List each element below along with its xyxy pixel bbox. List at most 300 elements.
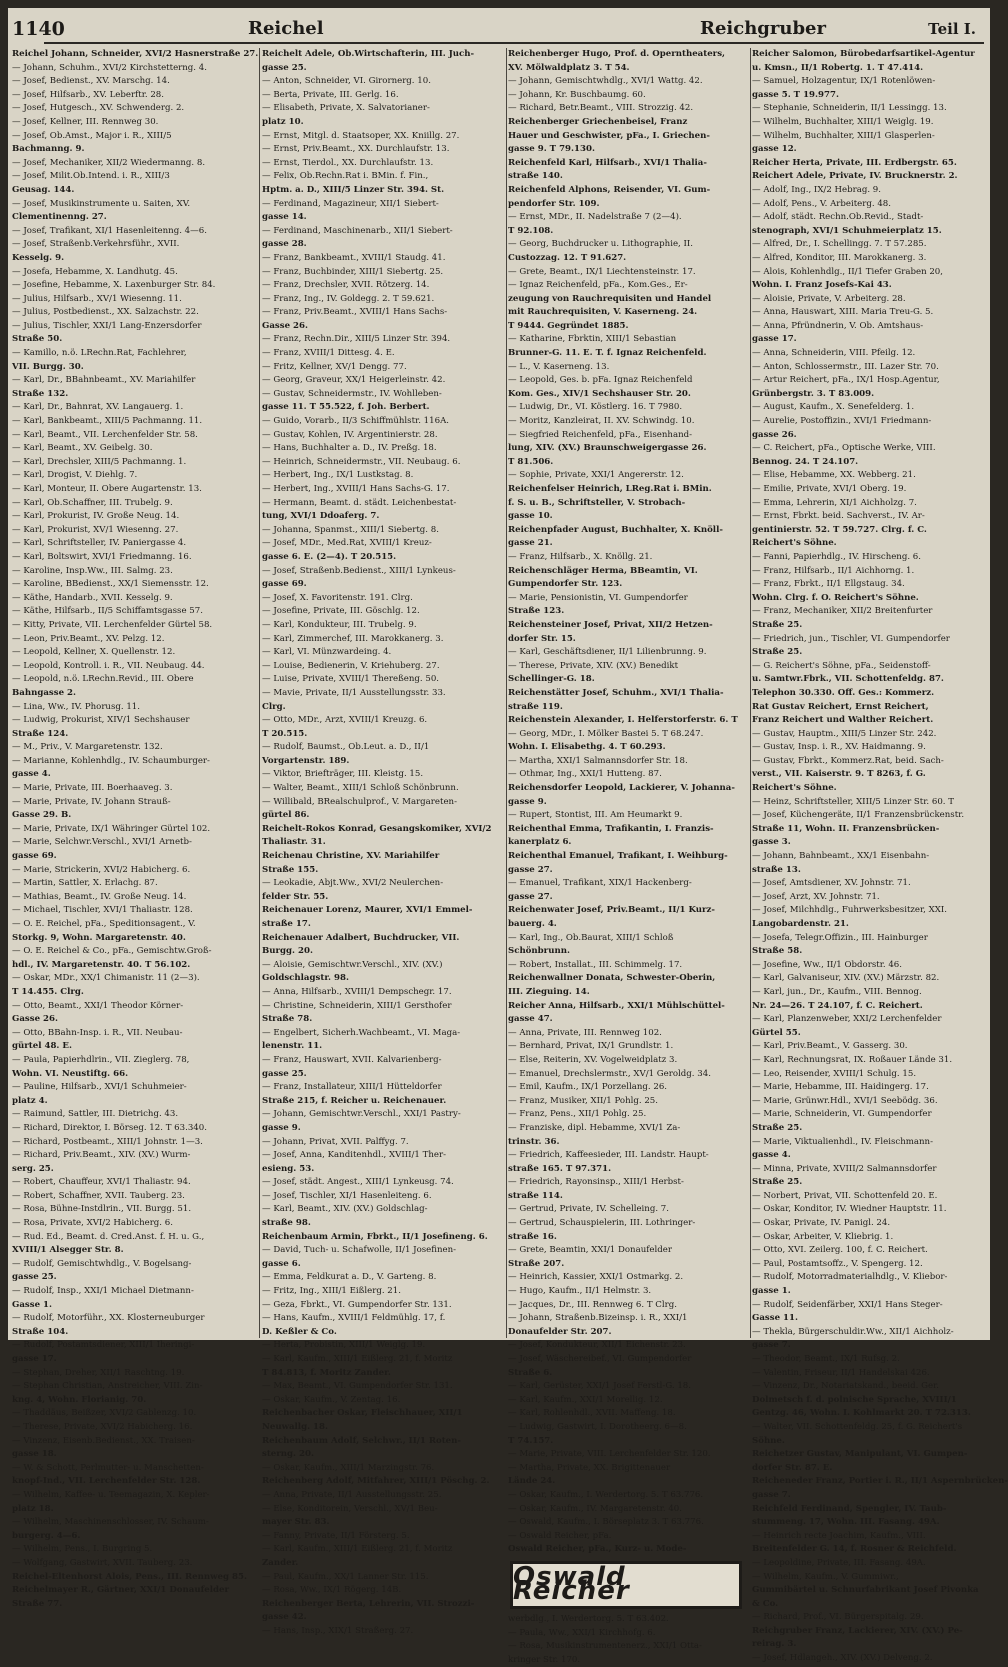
page-number: 1140 [12, 18, 65, 40]
directory-entry-line: esieng. 53. [262, 1163, 315, 1174]
directory-entry-line: — Anna, Schneiderin, VIII. Pfeilg. 12. [752, 348, 916, 359]
directory-entry-line: hdl., IV. Margaretenstr. 40. T 56.102. [12, 959, 191, 970]
directory-entry-line: — Therese, Private, XIV. (XV.) Benedikt [508, 660, 679, 671]
directory-entry-line: — Josef, Milit.Ob.Intend. i. R., XIII/3 [12, 171, 170, 182]
directory-entry-line: Straße 25. [752, 1122, 803, 1133]
directory-entry-line: Kesselg. 9. [12, 252, 65, 263]
directory-entry-line: — Wilhelm, Kaffee- u. Teemagazin, X. Kepler- [12, 1489, 210, 1500]
directory-entry-line: Reichenthal Emma, Trafikantin, I. Franzis- [508, 823, 714, 834]
directory-entry-line: — Jacques, Dr., III. Rennweg 6. T Clrg. [508, 1299, 677, 1310]
directory-entry-line: mit Rauchrequisiten, V. Kaserneng. 24. [508, 307, 698, 318]
directory-entry-line: Reichenbaum Adolf, Selchwr., II/1 Roten- [262, 1435, 461, 1446]
column-divider [259, 48, 260, 1338]
directory-entry-line: — Otto, Beamt., XXI/1 Theodor Körner- [12, 1000, 184, 1011]
directory-entry-line: — Rosa, Private, XVI/2 Habicherg. 6. [12, 1218, 173, 1229]
directory-entry-line: — Karl, Kaufm., XXI/1 Morellig. 12. [508, 1394, 663, 1405]
directory-entry-line: — Viktor, Briefträger, III. Kleistg. 15. [262, 769, 424, 780]
directory-entry-line: — Josef, Ob.Amst., Major i. R., XIII/5 [12, 130, 172, 141]
directory-entry-line: — Johann, Privat, XVII. Palffyg. 7. [262, 1136, 409, 1147]
directory-entry-line: — Josef, Hutgesch., XV. Schwenderg. 2. [12, 103, 185, 114]
directory-entry-line: — Josefine, Private, III. Göschlg. 12. [262, 606, 420, 617]
directory-entry-line: Straße 58. [752, 946, 803, 957]
directory-entry-line: Straße 78. [262, 1014, 313, 1025]
directory-entry-line: — Anton, Schlossermstr., III. Lazer Str. 70. [752, 361, 939, 372]
directory-entry-line: — Josef, Amtsdiener, XV. Johnstr. 71. [752, 878, 911, 889]
directory-entry-line: Bachmanng. 9. [12, 144, 85, 155]
directory-entry-line: — Bernhard, Privat, IX/1 Grundlstr. 1. [508, 1041, 674, 1052]
directory-entry-line: Zander. [262, 1557, 299, 1568]
directory-entry-line: Straße 155. [262, 864, 319, 875]
directory-entry-line: Reichelmayer R., Gärtner, XXI/1 Donaufelder [12, 1585, 230, 1596]
directory-entry-line: Geusag. 144. [12, 184, 75, 195]
directory-entry-line: — Willibald, BRealschulprof., V. Margareten- [262, 796, 457, 807]
directory-entry-line: tung, XVI/1 Ddoaferg. 7. [262, 511, 380, 522]
directory-entry-line: — Otto, BBahn-Insp. i. R., VII. Neubau- [12, 1027, 183, 1038]
directory-entry-line: — Engelbert, Sicherh.Wachbeamt., VI. Maga- [262, 1027, 461, 1038]
directory-entry-line: Thaliastr. 31. [262, 837, 326, 848]
directory-entry-line: Reichenberger Berta, Lehrerin, VII. Strozzi- [262, 1598, 475, 1609]
directory-entry-line: — Kamillo, n.ö. LRechn.Rat, Fachlehrer, [12, 348, 187, 359]
left-running-head: Reichel [248, 18, 324, 39]
directory-entry-line: Reicheneder Franz, Portier i. R., II/1 Aspernbrücken- [752, 1476, 1008, 1487]
directory-entry-line: Reichfeld Ferdinand, Spengler, IV. Taub- [752, 1503, 947, 1514]
directory-entry-line: — Karl, Kaufm., XIII/1 Eißlerg. 21, f. Moritz [262, 1544, 453, 1555]
directory-entry-line: platz 18. [12, 1503, 54, 1514]
directory-entry-line: — Leopold, Kellner, X. Quellenstr. 12. [12, 647, 176, 658]
directory-entry-line: — Oskar, Kaufm., IV. Margaretenstr. 40. [508, 1503, 682, 1514]
directory-entry-line: — Vinzenz, Dr., Notariatskand., beeid. Ger. [752, 1381, 939, 1392]
directory-entry-line: Reichensdorfer Leopold, Lackierer, V. Johanna- [508, 783, 735, 794]
directory-entry-line: — Josef, Küchengeräte, II/1 Franzensbrückenstr. [752, 810, 965, 821]
directory-entry-line: — Valentin, Friseur, II/1 Handelskai 426. [752, 1367, 930, 1378]
directory-entry-line: T 74.157. [508, 1435, 554, 1446]
directory-entry-line: Gasse 26. [262, 320, 308, 331]
directory-entry-line: — Robert, Installat., III. Schimmelg. 17. [508, 959, 683, 970]
directory-entry-line: — Katharine, Fbrktin, XIII/1 Sebastian [508, 334, 677, 345]
directory-entry-line: — Robert, Schaffner, XVII. Tauberg. 23. [12, 1190, 185, 1201]
directory-entry-line: Rat Gustav Reichert, Ernst Reichert, [752, 701, 929, 712]
directory-entry-line: Reichert's Söhne. [752, 783, 837, 794]
directory-entry-line: Reichenschläger Herma, BBeamtin, VI. [508, 565, 698, 576]
directory-entry-line: — Käthe, Hilfsarb., II/5 Schiffamtsgasse 57. [12, 606, 203, 617]
directory-entry-line: gasse 9. [508, 796, 547, 807]
directory-entry-line: Reichensteiner Josef, Privat, XII/2 Hetzen- [508, 619, 713, 630]
directory-entry-line: Reichenfelser Heinrich, LReg.Rat i. BMin. [508, 484, 712, 494]
directory-entry-line: Burgg. 20. [262, 946, 313, 957]
directory-entry-line: — Georg, Buchdrucker u. Lithographie, II. [508, 239, 694, 250]
directory-entry-line: Straße 104. [12, 1326, 69, 1337]
directory-entry-line: sterng. 20. [262, 1449, 314, 1460]
directory-entry-line: — Paul, Kaufm., XX/1 Lanner Str. 115. [262, 1571, 429, 1582]
directory-entry-line: — Josef, Hdlangeh., XIV. (XV.) Delveng. 2. [752, 1653, 933, 1664]
directory-entry-line: Kom. Ges., XIV/1 Sechshauser Str. 20. [508, 388, 691, 399]
directory-entry-line: T 92.108. [508, 225, 554, 236]
directory-entry-line: — Oswald Reicher, pFa. [508, 1530, 612, 1541]
directory-entry-line: — Karl, Prokurist, IV. Große Neug. 14. [12, 511, 180, 522]
directory-entry-line: — Rudolf, Baumst., Ob.Leut. a. D., II/1 [262, 742, 430, 753]
directory-entry-line: — Aurelie, Postoffizin., XVI/1 Friedmann- [752, 416, 932, 427]
column-2 [262, 48, 506, 1636]
directory-entry-line: — Johann, Bahnbeamt., XX/1 Eisenbahn- [752, 851, 930, 862]
directory-entry-line: kanerplatz 6. [508, 837, 572, 848]
directory-entry-line: Reichenauer Adalbert, Buchdrucker, VII. [262, 932, 460, 943]
directory-entry-line: gasse 27. [508, 864, 553, 875]
directory-entry-line: lung, XIV. (XV.) Braunschweigergasse 26. [508, 443, 707, 454]
directory-entry-line: gasse 42. [262, 1612, 307, 1623]
directory-entry-line: — Josef, X. Favoritenstr. 191. Clrg. [262, 592, 413, 603]
directory-entry-line: Gürtel 55. [752, 1027, 801, 1038]
directory-entry-line: — Franz, Mechaniker, XII/2 Breitenfurter [752, 606, 933, 617]
directory-entry-line: — Rudolf, Insp., XXI/1 Michael Dietmann- [12, 1286, 194, 1297]
directory-entry-line: — Marie, Grünwr.Hdl., XVI/1 Seebödg. 36. [752, 1095, 938, 1106]
directory-entry-line: — Franz, Installateur, XIII/1 Hütteldorfer [262, 1082, 442, 1093]
directory-entry-line: — Ludwig, Prokurist, XIV/1 Sechshauser [12, 715, 190, 726]
directory-entry-line: — Herbert, Ing., IX/1 Lustkstag. 8. [262, 470, 414, 481]
directory-entry-line: — Otto, MDr., Arzt, XVIII/1 Kreuzg. 6. [262, 715, 428, 726]
directory-entry-line: — Fritz, Ing., XIII/1 Eißlerg. 21. [262, 1286, 401, 1297]
directory-entry-line: — Else, Reiterin, XV. Vogelweidplatz 3. [508, 1054, 678, 1065]
directory-entry-line: Grünbergstr. 3. T 83.009. [752, 388, 875, 399]
directory-entry-line: Reichenthal Emanuel, Trafikant, I. Weihburg- [508, 851, 728, 862]
directory-entry-line: — Gustav, Hauptm., XIII/5 Linzer Str. 242. [752, 728, 937, 739]
directory-entry-line: Gentzg. 46, Wohn. I. Kohlmarkt 20. T 72.313. [752, 1408, 971, 1419]
directory-entry-line: — Anna, Private, II/1 Ausstellungsstr. 25. [262, 1489, 442, 1500]
directory-entry-line: — Karl, Drechsler, XIII/5 Pachmanng. 1. [12, 456, 187, 467]
directory-entry-line: Reichenbaum Armin, Fbrkt., II/1 Josefineng. 6. [262, 1231, 488, 1242]
directory-entry-line: — Siegfried Reichenfeld, pFa., Eisenhand- [508, 429, 693, 440]
directory-entry-line: — Karl, Beamt., XIV. (XV.) Goldschlag- [262, 1204, 428, 1215]
directory-entry-line: — Emil, Kaufm., IX/1 Porzellang. 26. [508, 1082, 668, 1093]
directory-entry-line: Reichenwallner Donata, Schwester-Oberin, [508, 973, 716, 984]
directory-entry-line: — Moritz, Kanzleirat, II. XV. Schwindg. 10. [508, 416, 695, 427]
directory-entry-line: f. S. u. B., Schriftsteller, V. Strobach- [508, 497, 686, 508]
directory-entry-line: gasse 1. [752, 1286, 791, 1297]
part-label: Teil I. [928, 20, 976, 38]
directory-entry-line: — Richard, Priv.Beamt., XIV. (XV.) Wurm- [12, 1150, 191, 1161]
directory-entry-line: — Emilie, Private, XVI/1 Oberg. 19. [752, 484, 907, 494]
directory-entry-line: reirag. 3. [752, 1639, 797, 1650]
directory-entry-line: kng. 4, Wohn. Florianig. 70. [12, 1394, 147, 1405]
directory-entry-line: — Karl, Dr., BBahnbeamt., XV. Mariahilfer [12, 375, 196, 386]
directory-entry-line: — Anna, Private, III. Rennweg 102. [508, 1027, 662, 1038]
directory-entry-line: werbdlg., I. Werdertorg. 5. T 63.402. [508, 1613, 669, 1624]
directory-entry-line: — Emanuel, Drechslermstr., XV/1 Geroldg. 34. [508, 1068, 711, 1079]
directory-entry-line: D. Keßler & Co. [262, 1326, 337, 1337]
directory-entry-line: — Julius, Hilfsarb., XV/1 Wiesenng. 11. [12, 293, 182, 304]
directory-entry-line: — Rosa, Musikinstrumentenerz., XXI/1 Otta- [508, 1641, 702, 1652]
directory-entry-line: — Karl, Kaufm., XIII/1 Eißlerg. 21, f. Moritz [262, 1354, 453, 1364]
directory-entry-line: — Franz, Bankbeamt., XVIII/1 Staudg. 41. [262, 252, 446, 263]
directory-entry-line: — Friedrich, Kaffeesieder, III. Landstr. Haupt- [508, 1150, 709, 1161]
directory-entry-line: — Karl, Beamt., VII. Lerchenfelder Str. 58. [12, 429, 198, 440]
directory-entry-line: — Karl, Dr., Bahnrat, XV. Langauerg. 1. [12, 402, 184, 413]
directory-entry-line: — Kitty, Private, VII. Lerchenfelder Gürtel 58. [12, 619, 213, 630]
directory-entry-line: — Karl, Rechnungsrat, IX. Roßauer Lände 31. [752, 1054, 953, 1065]
directory-entry-line: — Karl, Geschäftsdiener, II/1 Lilienbrunng. 9. [508, 647, 707, 658]
directory-entry-line: — Therese, Private, XVI/2 Habicherg. 16. [12, 1421, 193, 1432]
directory-entry-line: — Rosa, Bühne-Instdlrin., VII. Burgg. 51. [12, 1204, 192, 1215]
directory-entry-line: — Oswald, Kaufm., I. Börseplatz 3. T 63.776. [508, 1517, 704, 1528]
directory-entry-line: gasse 4. [12, 769, 51, 780]
directory-entry-line: — Marie, Hebamme, III. Haidingerg. 17. [752, 1082, 929, 1093]
directory-entry-line: — Karl, VI. Münzwardeing. 4. [262, 647, 392, 658]
directory-entry-line: — Aloisie, Gemischtwr.Verschl., XIV. (XV.) [262, 959, 443, 970]
directory-entry-line: Straße 207. [508, 1258, 565, 1269]
directory-entry-line: — Karoline, BBedienst., XX/1 Siemensstr. 12. [12, 579, 209, 590]
directory-entry-line: — Oskar, Kaufm., V. Zentag. 16. [262, 1394, 401, 1405]
directory-entry-line: — Josefine, Hebamme, X. Laxenburger Str. 84. [12, 280, 216, 291]
directory-entry-line: Straße 77. [12, 1598, 63, 1609]
directory-entry-line: — Sophie, Private, XXI/1 Angererstr. 12. [508, 470, 684, 481]
directory-entry-line: — Stephan Christian, Anstreicher, VIII. Zin- [12, 1381, 203, 1392]
directory-entry-line: Reichenau Christine, XV. Mariahilfer [262, 851, 440, 862]
directory-entry-line: Straße 123. [508, 606, 565, 617]
directory-entry-line: — Oskar, Arbeiter, V. Kliebrig. 1. [752, 1231, 894, 1242]
directory-entry-line: — Hans, Buchhalter a. D., IV. Preßg. 18. [262, 443, 437, 454]
directory-entry-line: T 81.506. [508, 456, 554, 467]
directory-entry-line: — L., V. Kaserneng. 13. [508, 361, 610, 372]
directory-entry-line: Custozzag. 12. T 91.627. [508, 252, 627, 263]
directory-entry-line: — Lina, Ww., IV. Phorusg. 11. [12, 701, 141, 712]
directory-entry-line: u. Kmsn., II/1 Robertg. 1. T 47.414. [752, 62, 924, 73]
directory-entry-line: — Gustav, Insp. i. R., XV. Haidmanng. 9. [752, 742, 926, 753]
directory-entry-line: Reichelt Adele, Ob.Wirtschafterin, III. Juch- [262, 49, 475, 59]
directory-entry-line: — Otto, XVI. Zeilerg. 100, f. C. Reichert. [752, 1245, 928, 1256]
directory-entry-line: gasse 3. [752, 837, 791, 848]
directory-entry-line: — O. E. Reichel & Co., pFa., Gemischtw.Groß- [12, 946, 212, 957]
directory-entry-line: Gasse 11. [752, 1313, 798, 1324]
directory-entry-line: Hptm. a. D., XIII/5 Linzer Str. 394. St. [262, 184, 445, 195]
directory-entry-line: — Franz, Buchbinder, XIII/1 Siebertg. 25. [262, 266, 444, 277]
directory-entry-line: — Oskar, Konditor, IV. Wiedner Hauptstr. 11. [752, 1204, 947, 1215]
directory-entry-line: — Franz, Hilfsarb., II/1 Aichhorng. 1. [752, 565, 915, 576]
directory-entry-line: Straße 132. [12, 388, 69, 399]
directory-entry-line: Gummibärtel u. Schnurfabrikant Josef Pivonka [752, 1585, 979, 1596]
directory-entry-line: — Karl, Beamt., XV. Geibelg. 30. [12, 443, 153, 454]
directory-entry-line: — Johann, Schuhm., XVI/2 Kirchstetterng. 4. [12, 62, 207, 73]
directory-entry-line: — Heinrich recte Joachim, Kaufm., VIII. [752, 1530, 926, 1541]
directory-entry-line: — Berta, Private, III. Gerlg. 16. [262, 89, 399, 100]
directory-entry-line: Oswald Reicher, pFa., Kurz- u. Mode- [508, 1544, 687, 1555]
directory-entry-line: — Gustav, Schneidermstr., IV. Wohlleben- [262, 388, 442, 399]
directory-entry-line: gasse 17. [12, 1354, 57, 1364]
directory-entry-line: dorfer Str. 15. [508, 633, 576, 644]
directory-entry-line: — Richard, Postbeamt., XIII/1 Johnstr. 1—3. [12, 1136, 203, 1147]
directory-entry-line: — Franz, XVIII/1 Dittesg. 4. E. [262, 348, 395, 359]
directory-entry-line: — Martha, XXI/1 Salmannsdorfer Str. 18. [508, 755, 688, 766]
directory-entry-line: T 20.515. [262, 728, 308, 739]
directory-entry-line: — Friedrich, jun., Tischler, VI. Gumpendorfer [752, 633, 950, 644]
directory-entry-line: Reichert Adele, Private, IV. Brucknerstr. 2. [752, 171, 958, 182]
directory-entry-line: — Josef, Mechaniker, XII/2 Wiedermanng. 8. [12, 157, 206, 168]
directory-entry-line: — Heinrich, Kassier, XXI/1 Ostmarkg. 2. [508, 1272, 684, 1283]
directory-entry-line: — Josef, Bedienst., XV. Marschg. 14. [12, 76, 170, 87]
directory-entry-line: — Marie, Private, IX/1 Währinger Gürtel 102. [12, 823, 211, 834]
directory-entry-line: — Karl, Zimmerchef, III. Marokkanerg. 3. [262, 633, 444, 644]
directory-entry-line: — Josef, Anna, Kanditenhdl., XVIII/1 Ther- [262, 1150, 446, 1161]
directory-entry-line: gasse 10. [508, 511, 553, 522]
directory-entry-line: — O. E. Reichel, pFa., Speditionsagent., V. [12, 919, 196, 929]
directory-entry-line: straße 114. [508, 1190, 563, 1201]
directory-entry-line: — Gertrud, Private, IV. Schelleing. 7. [508, 1204, 669, 1215]
directory-entry-line: — Hermann, Beamt. d. städt. Leichenbestat- [262, 497, 457, 508]
directory-entry-line: — Wilhelm, Pens., I. Burgring 5. [12, 1544, 153, 1555]
directory-entry-line: — Rupert, Stontist, III. Am Heumarkt 9. [508, 810, 683, 821]
directory-entry-line: — Walter, Beamt., XIII/1 Schloß Schönbrunn. [262, 783, 459, 794]
directory-entry-line: — Franz, Musiker, XII/1 Pohlg. 25. [508, 1095, 658, 1106]
directory-entry-line: — Grete, Beamt., IX/1 Liechtensteinstr. 17. [508, 266, 696, 277]
directory-entry-line: — Elise, Hebamme, XX. Webberg. 21. [752, 470, 916, 481]
directory-entry-line: — Stephanie, Schneiderin, II/1 Lessingg. 13. [752, 103, 947, 114]
directory-entry-line: — Karl, Boltswirt, XVI/1 Friedmanng. 16. [12, 551, 192, 562]
directory-entry-line: u. Samtwr.Fbrk., VII. Schottenfeldg. 87. [752, 674, 944, 685]
directory-entry-line: Reichelt-Rokos Konrad, Gesangskomiker, XVI/2 [262, 823, 492, 834]
directory-page [8, 8, 1008, 1665]
directory-entry-line: Reicher Herta, Private, III. Erdbergstr. 65. [752, 157, 957, 168]
directory-entry-line: XVIII/1 Alsegger Str. 8. [12, 1245, 124, 1256]
directory-entry-line: — Adolf, Ing., IX/2 Hebrag. 9. [752, 184, 882, 195]
directory-entry-line: stummeng. 17, Wohn. III. Fasang. 49A. [752, 1517, 940, 1528]
directory-entry-line: Lände 24. [508, 1476, 556, 1487]
directory-entry-line: — M., Priv., V. Margaretenstr. 132. [12, 742, 163, 753]
directory-entry-line: — Karl, Prokurist, XV/1 Wiesenng. 27. [12, 524, 179, 535]
directory-entry-line: — Ignaz Reichenfeld, pFa., Kom.Ges., Er- [508, 280, 688, 291]
directory-entry-line: — Josef, Kondukteur, XII/1 Eichenstr. 23. [508, 1340, 686, 1351]
directory-entry-line: Straße 25. [752, 619, 803, 630]
directory-entry-line: — Fritz, Kellner, XV/1 Dengg. 77. [262, 361, 407, 372]
directory-entry-line: — Stephan, Dreher, XII/1 Raschtng. 19. [12, 1367, 185, 1378]
directory-entry-line: — Karl, Galvaniseur, XIV. (XV.) Märzstr. 82. [752, 973, 940, 984]
directory-entry-line: — Herbert, Ing., XVIII/1 Hans Sachs-G. 17. [262, 484, 450, 494]
directory-entry-line: Donaufelder Str. 207. [508, 1326, 612, 1337]
directory-entry-line: — Rudolf, Motorführ., XX. Klosterneuburger [12, 1313, 205, 1324]
directory-entry-line: — Leo, Reisender, XVIII/1 Schulg. 15. [752, 1068, 917, 1079]
directory-entry-line: — Franz, Hilfsarb., X. Knöllg. 21. [508, 551, 653, 562]
directory-entry-line: — C. Reichert, pFa., Optische Werke, VIII. [752, 443, 936, 454]
directory-entry-line: Bahngasse 2. [12, 687, 77, 698]
column-divider [750, 48, 751, 1338]
directory-entry-line: burgerg. 4—6. [12, 1530, 81, 1541]
directory-entry-line: gürtel 48. E. [12, 1041, 72, 1052]
directory-entry-line: — Richard, Prof., VI. Bürgerspitalg. 29. [752, 1612, 924, 1623]
directory-entry-line: Telephon 30.330. Off. Ges.: Kommerz. [752, 687, 935, 698]
directory-entry-line: Reichenberger Griechenbeisel, Franz [508, 116, 688, 127]
column-1 [12, 48, 259, 1609]
right-running-head: Reichgruber [700, 18, 826, 39]
directory-entry-line: — Martha, Private, XX. Brigittenauer [508, 1462, 671, 1473]
directory-entry-line: — Felix, Ob.Rechn.Rat i. BMin. f. Fin., [262, 171, 429, 182]
directory-entry-line: Straße 124. [12, 728, 69, 739]
directory-entry-line: — Paula, Ww., XXI/1 Kirchhofg. 6. [508, 1627, 656, 1638]
directory-entry-line: — Christine, Schneiderin, XIII/1 Gersthofer [262, 1000, 452, 1011]
directory-entry-line: — Rudolf, Motorradmaterialhdlg., V. Kliebor- [752, 1272, 948, 1283]
directory-entry-line: gasse 9. T 79.130. [508, 144, 595, 155]
directory-entry-line: — Käthe, Handarb., XVII. Kesselg. 9. [12, 592, 173, 603]
directory-entry-line: — Minna, Private, XVIII/2 Salmannsdorfer [752, 1163, 937, 1174]
directory-entry-line: — Luise, Private, XVIII/1 Thereßeng. 50. [262, 674, 440, 685]
directory-entry-line: — Oskar, Private, IV. Panigl. 24. [752, 1218, 891, 1229]
directory-entry-line: gasse 27. [508, 891, 553, 902]
directory-entry-line: Reichenstein Alexander, I. Helferstorferstr. 6. T [508, 715, 738, 726]
directory-entry-line: gasse 18. [12, 1449, 57, 1460]
directory-entry-line: — Karl, Ob.Schaffner, III. Trubelg. 9. [12, 497, 173, 508]
directory-entry-line: gasse 25. [12, 1272, 57, 1283]
directory-entry-line: Reichenfeld Alphons, Reisender, VI. Gum- [508, 184, 711, 195]
directory-entry-line: — Richard, Direktor, I. Börseg. 12. T 63.340. [12, 1122, 207, 1133]
directory-entry-line: Vorgartenstr. 189. [262, 755, 350, 766]
directory-entry-line: felder Str. 55. [262, 891, 329, 902]
directory-entry-line: — Johanna, Spanmst., XIII/1 Siebertg. 8. [262, 524, 439, 535]
directory-entry-line: — Josef, MDr., Med.Rat, XVIII/1 Kreuz- [262, 538, 432, 549]
directory-entry-line: Gumpendorfer Str. 123. [508, 579, 623, 590]
directory-entry-line: — Richard, Betr.Beamt., VIII. Strozzig. 42. [508, 103, 694, 114]
directory-entry-line: — Leopold, Ges. b. pFa. Ignaz Reichenfeld [508, 375, 693, 386]
directory-entry-line: — Wilhelm, Kaufm., V. Gummiwr., [752, 1571, 899, 1582]
directory-entry-line: — Josefa, Hebamme, X. Landhutg. 45. [12, 266, 178, 277]
directory-entry-line: gasse 25. [262, 1068, 307, 1079]
directory-entry-line: Dolmetsch f. d. polnische Sprache, XVIII/1 [752, 1394, 957, 1405]
directory-entry-line: — Franz, Fbrkt., II/1 Ellgstaug. 34. [752, 579, 905, 590]
directory-entry-line: gasse 11. T 55.522, f. Joh. Berbert. [262, 402, 430, 413]
directory-entry-line: — Anna, Pfründnerin, V. Ob. Amtshaus- [752, 320, 924, 331]
directory-entry-line: — Gustav, Kohlen, IV. Argentinierstr. 28. [262, 429, 438, 440]
directory-entry-line: — August, Kaufm., X. Senefelderg. 1. [752, 402, 915, 413]
directory-entry-line: — Josef, Tischler, XI/1 Hasenleiteng. 6. [262, 1190, 432, 1201]
directory-entry-line: — Karl, Rohlenhdl., XVII. Maffeng. 18. [508, 1408, 676, 1419]
directory-entry-line: — Paul, Postamtsoffz., V. Spengerg. 12. [752, 1258, 923, 1269]
directory-entry-line: — Norbert, Privat, VII. Schottenfeld 20. E. [752, 1190, 938, 1201]
directory-entry-line: Wohn. I. Elisabethg. 4. T 60.293. [508, 742, 666, 753]
directory-entry-line: — Alfred, Konditor, III. Marokkanerg. 3. [752, 252, 927, 263]
directory-entry-line: — Artur Reichert, pFa., IX/1 Hosp.Agentur, [752, 375, 940, 386]
directory-entry-line: Straße 215, f. Reicher u. Reichenauer. [262, 1095, 447, 1106]
directory-entry-line: Franz Reichert und Walther Reichert. [752, 715, 934, 726]
directory-entry-line: — Rudolf, Seidenfärber, XXI/1 Hans Steger- [752, 1299, 943, 1310]
directory-entry-line: Brunner-G. 11. E. T. f. Ignaz Reichenfeld. [508, 348, 707, 359]
directory-entry-line: gasse 7. [752, 1489, 791, 1500]
directory-entry-line: — Johann, Gemischtwhdlg., XVI/1 Wattg. 42. [508, 76, 703, 87]
directory-entry-line: gasse 6. [262, 1258, 301, 1269]
directory-entry-line: — Ernst, Fbrkt. beid. Sachverst., IV. Ar- [752, 511, 925, 522]
directory-entry-line: III. Zieguing. 14. [508, 986, 590, 997]
directory-entry-line: gasse 47. [508, 1014, 553, 1025]
directory-entry-line: — Julius, Postbedienst., XX. Salzachstr. 22. [12, 307, 199, 318]
directory-entry-line: Reichert's Söhne. [752, 538, 837, 549]
directory-entry-line: stenograph, XVI/1 Schuhmeierplatz 15. [752, 225, 942, 236]
directory-entry-line: — Adolf, Pens., V. Arbeiterg. 48. [752, 198, 892, 209]
directory-entry-line: — Ernst, MDr., II. Nadelstraße 7 (2—4). [508, 212, 682, 223]
directory-entry-line: Reichetzer Gustav, Manipulant, VI. Gumpen- [752, 1449, 968, 1460]
directory-entry-line: XV. Mölwaldplatz 3. T 54. [508, 62, 630, 73]
directory-entry-line: Reichenauer Lorenz, Maurer, XVI/1 Emmel- [262, 905, 473, 916]
directory-entry-line: — Heinz, Schriftsteller, XIII/5 Linzer Str. 60. T [752, 796, 955, 807]
directory-entry-line: — Karl, Monteur, II. Obere Augartenstr. 13. [12, 484, 202, 494]
directory-entry-line: — Thaddäus, Beißzer, XVI/2 Gablenzg. 10. [12, 1408, 197, 1419]
directory-entry-line: Straße 25. [752, 647, 803, 658]
directory-entry-line: — Othmar, Ing., XXI/1 Hutteng. 87. [508, 769, 662, 780]
directory-entry-line: — Theodor, Beamt., IX/1 Rufsg. 2. [752, 1354, 900, 1364]
directory-entry-line: zeugung von Rauchrequisiten und Handel [508, 293, 712, 304]
directory-entry-line: — Ernst, Mitgl. d. Staatsoper, XX. Kniillg. 27. [262, 130, 460, 141]
directory-entry-line: straße 13. [752, 864, 801, 875]
directory-entry-line: — Franz, Priv.Beamt., XVIII/1 Hans Sachs- [262, 307, 448, 318]
directory-entry-line: gürtel 86. [262, 810, 310, 821]
directory-entry-line: — Mathias, Beamt., IV. Große Neug. 14. [12, 891, 187, 902]
directory-entry-line: — Leopold, n.ö. LRechn.Revid., III. Obere [12, 674, 194, 685]
directory-entry-line: — Emanuel, Trafikant, XIX/1 Hackenberg- [508, 878, 692, 889]
directory-entry-line: — Fanny, Private, II/1 Försterg. 5. [262, 1530, 410, 1541]
header-rule [44, 42, 984, 44]
